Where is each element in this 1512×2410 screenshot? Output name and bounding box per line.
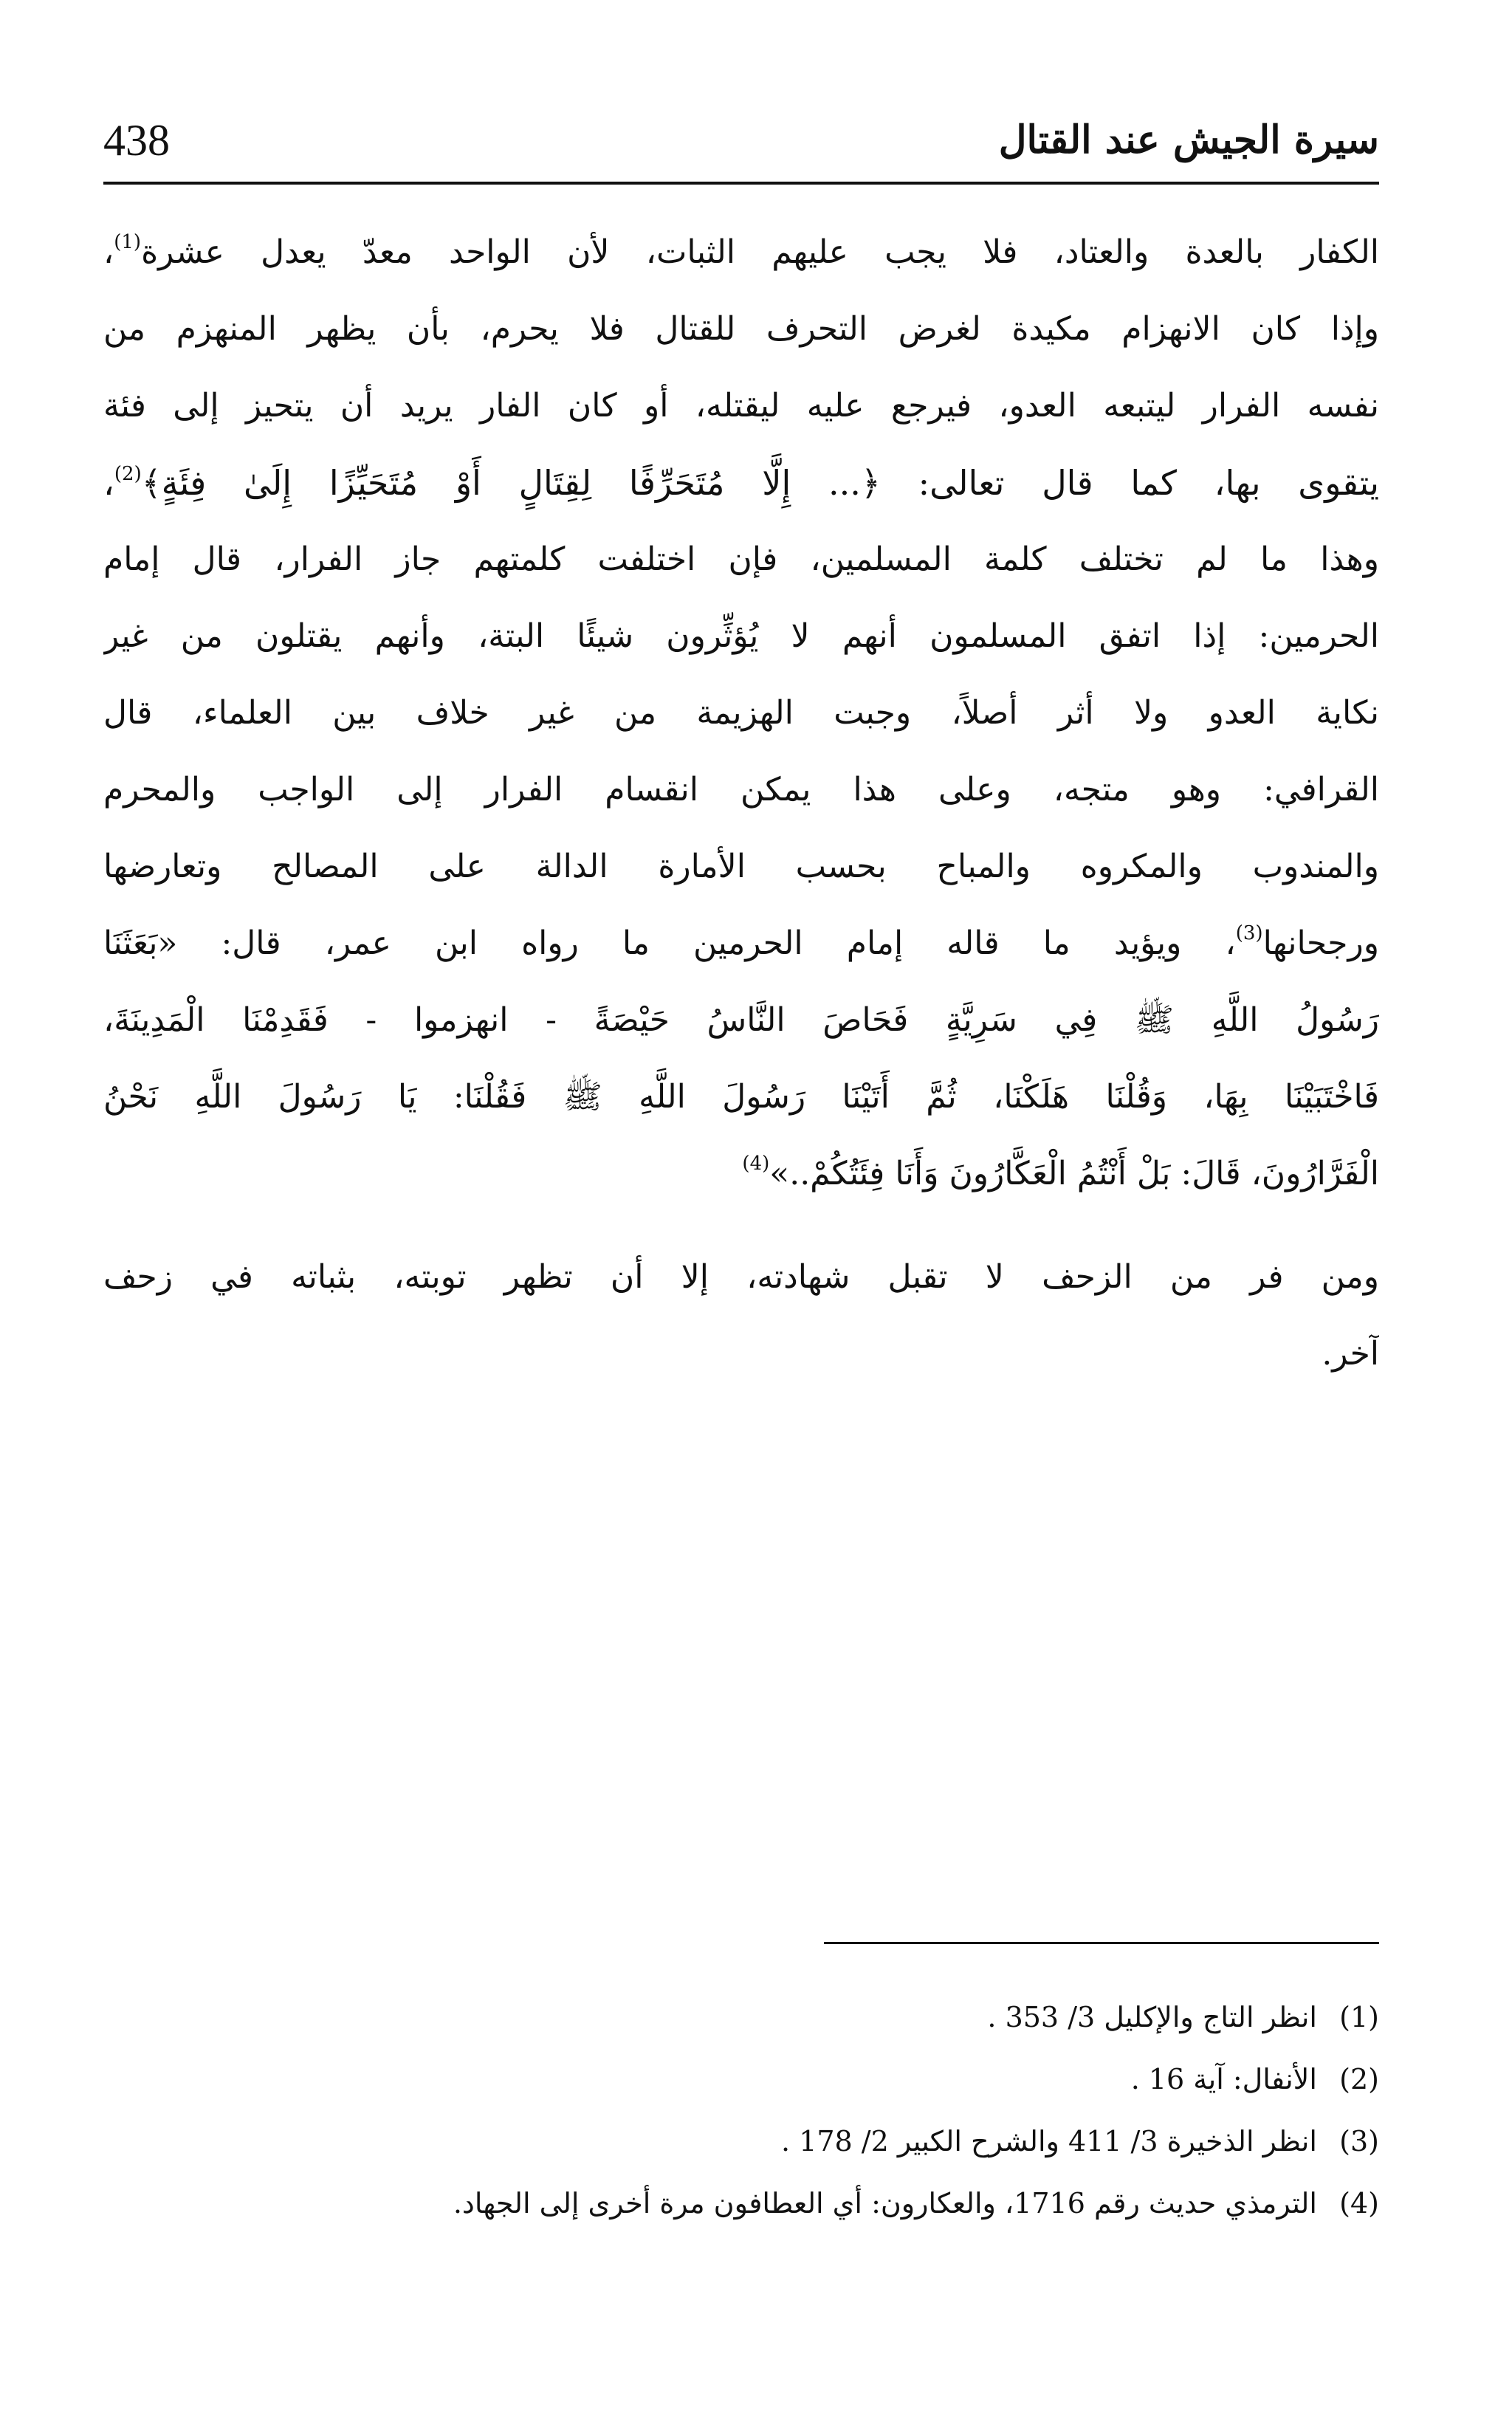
text-line: الحرمين: إذا اتفق المسلمون أنهم لا يُؤثِّرون شيئًا البتة، وأنهم يقتلون من غير [103, 617, 1379, 655]
footnote-number: (3) [1339, 2125, 1379, 2157]
hadith-line: فَاخْتَبَيْنَا بِهَا، وَقُلْنَا هَلَكْنَا، ثُمَّ أَتَيْنَا رَسُولَ اللَّهِ ﷺ فَقُلْنَا: يَا رَسُولَ اللَّهِ نَحْنُ [103, 1078, 1379, 1116]
footnote-ref: (3) [1235, 922, 1263, 944]
footnote-item [103, 2048, 1379, 2110]
main-text [103, 214, 1379, 1393]
text-line: ورجحانها$^{(3)}$، ويؤيد ما قاله إمام الحرمين ما رواه ابن عمر، قال: «بَعَثَنَا [103, 922, 1379, 962]
footnotes [103, 1986, 1379, 2234]
footnote-number: (4) [1339, 2187, 1379, 2220]
footnote-item [103, 1986, 1379, 2048]
page-header [103, 103, 1379, 177]
footnote-number: (2) [1339, 2063, 1379, 2095]
quran-verse-line: يتقوى بها، كما قال تعالى: ﴿... إِلَّا مُتَحَرِّفًا لِقِتَالٍ أَوْ مُتَحَيِّزًا إِلَىٰ فِئَةٍ﴾$^{(2)}$، [103, 463, 1379, 503]
text-line: الكفار بالعدة والعتاد، فلا يجب عليهم الثبات، لأن الواحد معدّ يعدل عشرة$^{(1)}$، [103, 231, 1379, 271]
text-line: ومن فر من الزحف لا تقبل شهادته، إلا أن تظهر توبته، بثباته في زحف [103, 1258, 1379, 1296]
footnote-text: انظر التاج والإكليل 3/ 353 . [987, 2001, 1317, 2033]
text-line: وهذا ما لم تختلف كلمة المسلمين، فإن اختلفت كلمتهم جاز الفرار، قال إمام [103, 540, 1379, 578]
paragraph-gap [103, 1212, 1379, 1239]
footnote-number: (1) [1339, 2001, 1379, 2033]
footnote-ref: (1) [114, 231, 142, 253]
hadith-line: الْفَرَّارُونَ، قَالَ: بَلْ أَنْتُمُ الْعَكَّارُونَ وَأَنَا فِئَتُكُمْ..»$^{(4)}$ [742, 1153, 1379, 1192]
footnote-ref: (4) [742, 1153, 770, 1175]
footnote-text: الأنفال: آية 16 . [1130, 2063, 1317, 2095]
text-line: وإذا كان الانهزام مكيدة لغرض التحرف للقتال فلا يحرم، بأن يظهر المنهزم من [103, 310, 1379, 348]
running-title: سيرة الجيش عند القتال [998, 117, 1379, 162]
footnote-item [103, 2110, 1379, 2172]
footnote-item [103, 2172, 1379, 2234]
header-divider [103, 182, 1379, 185]
hadith-line: رَسُولُ اللَّهِ ﷺ فِي سَرِيَّةٍ فَحَاصَ النَّاسُ حَيْصَةً - انهزموا - فَقَدِمْنَا الْمَدِينَةَ، [103, 1001, 1379, 1039]
footnote-text: الترمذي حديث رقم 1716، والعكارون: أي العطافون مرة أخرى إلى الجهاد. [453, 2187, 1317, 2220]
text-line: نكاية العدو ولا أثر أصلاً، وجبت الهزيمة من غير خلاف بين العلماء، قال [103, 694, 1379, 732]
text-line: نفسه الفرار ليتبعه العدو، فيرجع عليه ليقتله، أو كان الفار يريد أن يتحيز إلى فئة [103, 387, 1379, 425]
footnote-ref: (2) [114, 463, 142, 485]
text-line: القرافي: وهو متجه، وعلى هذا يمكن انقسام الفرار إلى الواجب والمحرم [103, 771, 1379, 809]
page-number: 438 [103, 116, 170, 165]
footnote-text: انظر الذخيرة 3/ 411 والشرح الكبير 2/ 178 . [781, 2125, 1317, 2157]
text-line: آخر. [1322, 1335, 1379, 1373]
text-line: والمندوب والمكروه والمباح بحسب الأمارة الدالة على المصالح وتعارضها [103, 848, 1379, 885]
footnote-divider [824, 1942, 1379, 1944]
